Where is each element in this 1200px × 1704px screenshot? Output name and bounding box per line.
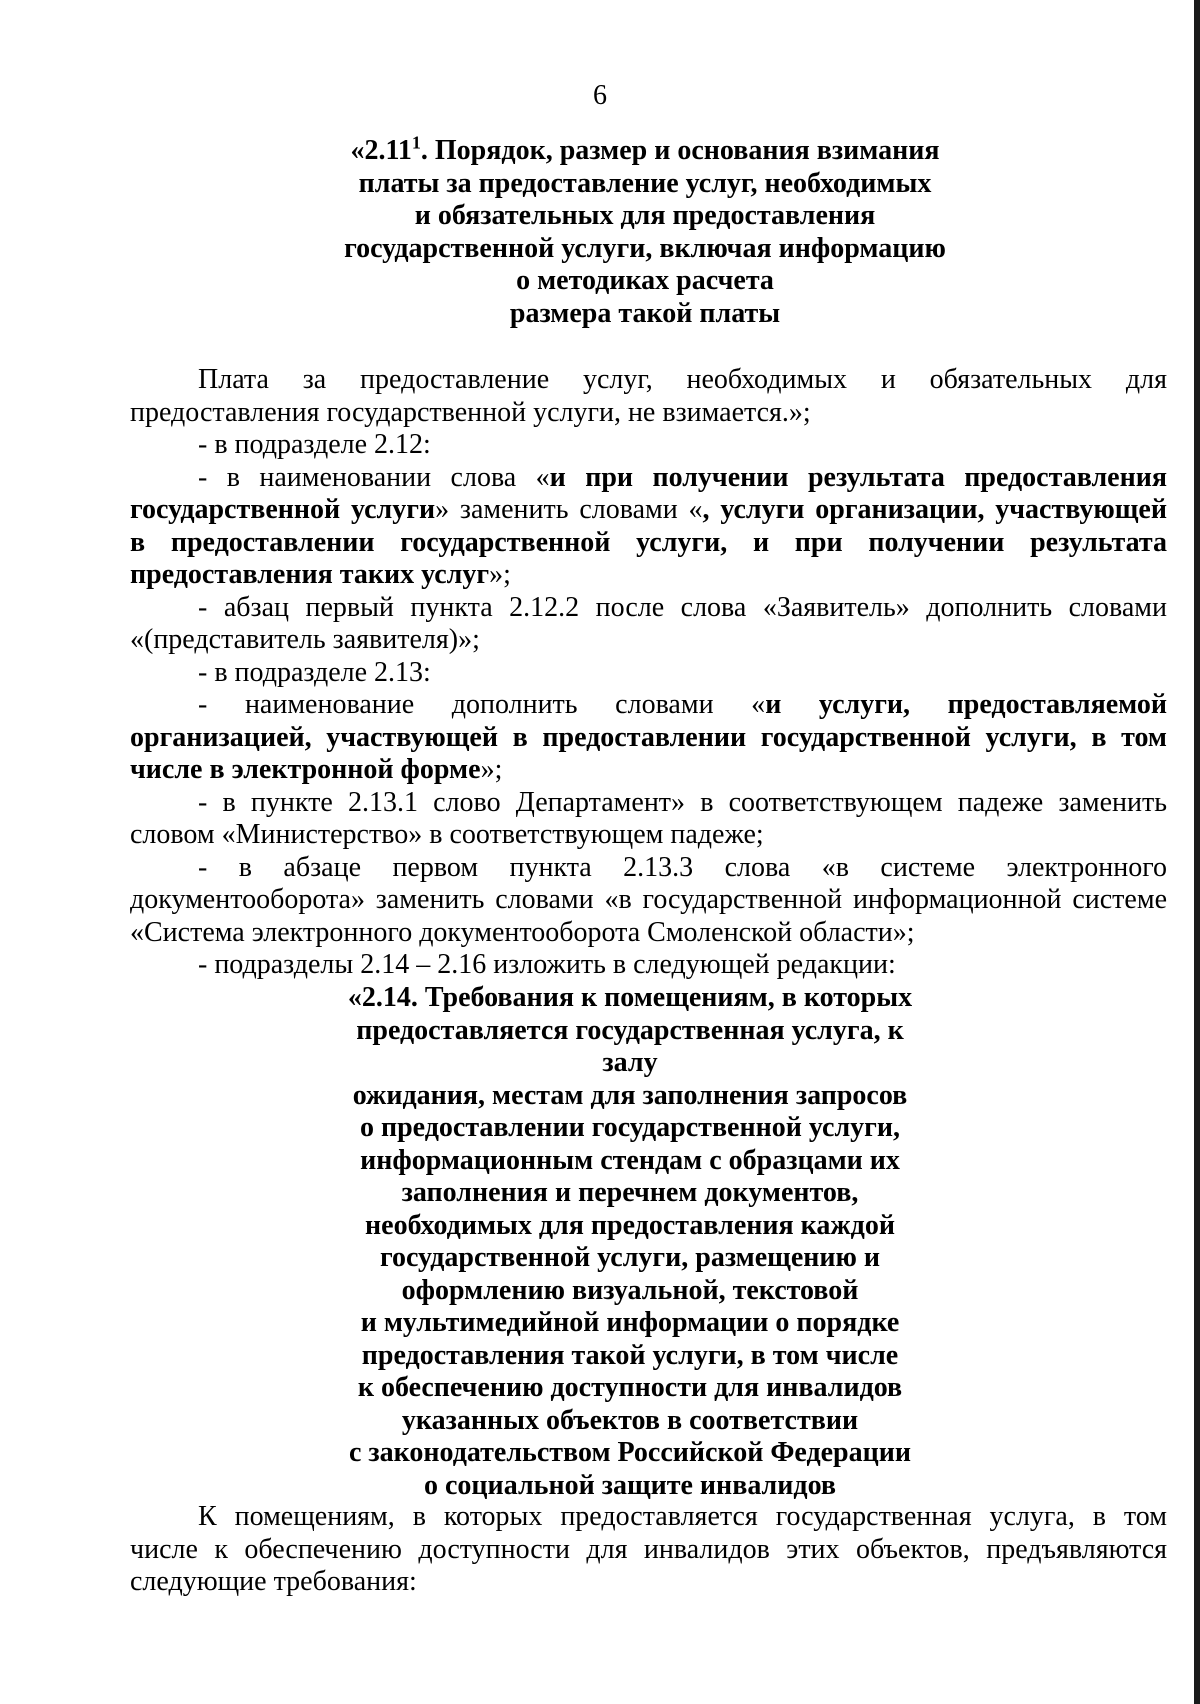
- section-heading-2-14: [330, 982, 930, 1502]
- paragraph-line: - в наименовании слова «и при получении результата предоставления: [198, 461, 1167, 493]
- heading-line: государственной услуги, размещению и: [379, 1242, 881, 1273]
- heading-line: информационным стендам с образцами их: [360, 1144, 900, 1176]
- paragraph-line: К помещениям, в которых предоставляется государственная услуга, в том: [198, 1501, 1167, 1532]
- page-number: 6: [593, 80, 607, 111]
- paragraph-line: - в абзаце первом пункта 2.13.3 слова «в системе электронного: [198, 851, 1167, 883]
- section-heading-2-11-1: [330, 132, 960, 330]
- paragraph-line: - в подразделе 2.12:: [198, 429, 431, 460]
- paragraph-line: - наименование дополнить словами «и услуги, предоставляемой: [198, 689, 1167, 720]
- heading-line: оформлению визуальной, текстовой: [401, 1274, 859, 1306]
- heading-line: и мультимедийной информации о порядке: [360, 1307, 900, 1338]
- heading-line: необходимых для предоставления каждой: [365, 1209, 895, 1241]
- paragraph-line: в предоставлении государственной услуги, и при получении результата: [130, 526, 1167, 558]
- heading-line: размера такой платы: [509, 297, 781, 329]
- paragraph-line: государственной услуги» заменить словами «, услуги организации, участвующей: [130, 494, 1167, 525]
- paragraph-line: предоставления государственной услуги, не взимается.»;: [130, 396, 811, 428]
- heading-line: «2.14. Требования к помещениям, в которых: [347, 982, 913, 1013]
- paragraph-line: - абзац первый пункта 2.12.2 после слова «Заявитель» дополнить словами: [198, 591, 1167, 623]
- paragraph-line: - подразделы 2.14 – 2.16 изложить в следующей редакции:: [198, 949, 896, 980]
- heading-line: и обязательных для предоставления: [414, 200, 876, 231]
- heading-line: заполнения и перечнем документов,: [401, 1177, 859, 1208]
- heading-line: указанных объектов в соответствии: [401, 1404, 859, 1436]
- requirements-intro: [130, 1501, 1167, 1599]
- heading-line: предоставления такой услуги, в том числе: [361, 1339, 899, 1371]
- heading-line: платы за предоставление услуг, необходимых: [358, 167, 932, 199]
- paragraph-line: числе к обеспечению доступности для инвалидов этих объектов, предъявляются: [130, 1533, 1167, 1565]
- heading-line: о предоставлении государственной услуги,: [359, 1112, 901, 1143]
- heading-line: с законодательством Российской Федерации: [348, 1437, 912, 1468]
- heading-line: о социальной защите инвалидов: [424, 1469, 836, 1501]
- heading-line: предоставляется государственная услуга, к залу: [356, 1014, 904, 1078]
- paragraph-line: - в подразделе 2.13:: [198, 656, 431, 688]
- heading-line: ожидания, местам для заполнения запросов: [352, 1079, 908, 1111]
- heading-line: о методиках расчета: [516, 265, 774, 296]
- paragraph-line: - в пункте 2.13.1 слово Департамент» в соответствующем падеже заменить: [198, 786, 1167, 818]
- amendments-body: [130, 364, 1167, 982]
- heading-line: «2.11$^1$. Порядок, размер и основания взимания: [350, 132, 940, 166]
- paragraph-line: предоставления таких услуг»;: [130, 559, 511, 590]
- paragraph-line: «Система электронного документооборота Смоленской области»;: [130, 916, 915, 948]
- paragraph-line: организацией, участвующей в предоставлении государственной услуги, в том: [130, 721, 1167, 753]
- page-scan-edge: [1194, 0, 1200, 1704]
- heading-line: государственной услуги, включая информацию: [344, 232, 946, 264]
- paragraph-line: словом «Министерство» в соответствующем падеже;: [130, 819, 764, 850]
- paragraph-line: «(представитель заявителя)»;: [130, 624, 480, 655]
- paragraph-line: следующие требования:: [130, 1566, 417, 1597]
- paragraph-line: Плата за предоставление услуг, необходимых и обязательных для: [198, 364, 1167, 395]
- paragraph-line: числе в электронной форме»;: [130, 754, 503, 785]
- paragraph-line: документооборота» заменить словами «в государственной информационной системе: [130, 884, 1167, 915]
- heading-line: к обеспечению доступности для инвалидов: [357, 1372, 903, 1403]
